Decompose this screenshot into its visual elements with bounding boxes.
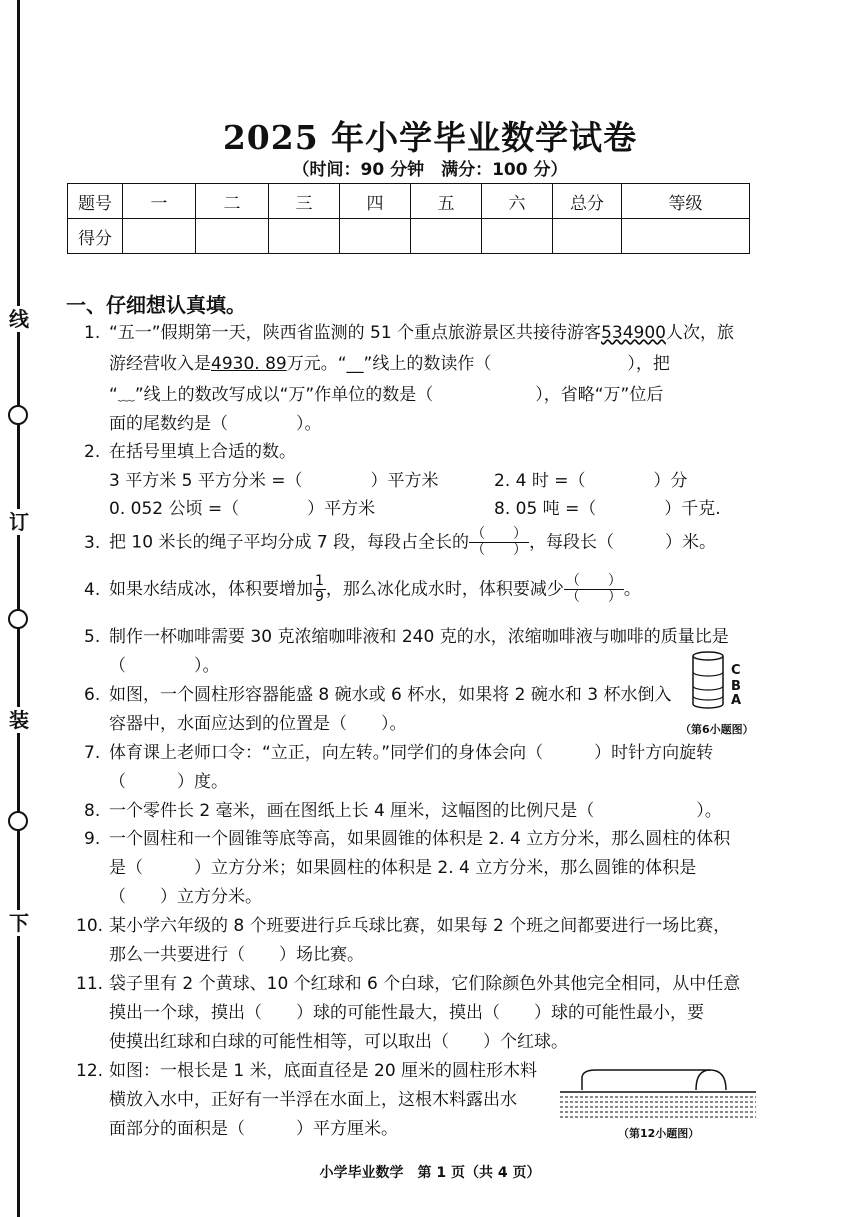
question-number: 4. <box>84 579 101 600</box>
fraction-numerator: （ ） <box>471 526 528 542</box>
question-number: 5. <box>84 627 101 647</box>
question-9-line-1 <box>84 824 730 849</box>
text: “ <box>109 385 118 405</box>
text: 如图：一根长是 1 米，底面直径是 20 厘米的圆柱形木料 <box>109 1061 538 1081</box>
text: 一个圆柱和一个圆锥等底等高，如果圆锥的体积是 2. 4 立方分米，那么圆柱的体积 <box>109 829 731 849</box>
level-label-b: B <box>731 679 741 694</box>
question-12-line-3: 面部分的面积是（ ）平方厘米。 <box>109 1119 398 1139</box>
text: 某小学六年级的 8 个班要进行乒乓球比赛，如果每 2 个班之间都要进行一场比赛， <box>109 916 731 936</box>
score-cell: 等级 <box>622 184 750 219</box>
score-cell: 三 <box>269 184 340 219</box>
text: 人次，旅 <box>665 323 734 343</box>
score-table <box>67 183 750 254</box>
question-4 <box>84 574 641 605</box>
text: 万元。“ <box>286 354 347 374</box>
underlined-number: 4930. 89 <box>211 354 287 374</box>
text: 制作一杯咖啡需要 30 克浓缩咖啡液和 240 克的水，浓缩咖啡液与咖啡的质量比是 <box>109 627 729 647</box>
fraction-blank <box>469 527 529 558</box>
question-1-line-4: 面的尾数约是（ ）。 <box>109 414 322 434</box>
fraction-denominator: 9 <box>315 589 324 605</box>
score-cell: 总分 <box>553 184 622 219</box>
score-input-row <box>68 219 750 254</box>
text: 袋子里有 2 个黄球、10 个红球和 6 个白球，它们除颜色外其他完全相同，从中任意 <box>109 974 741 994</box>
text: ”线上的数改写成以“万”作单位的数是（ ），省略“万”位后 <box>134 385 664 405</box>
binding-circle <box>8 405 28 425</box>
fraction-numerator: 1 <box>315 573 324 589</box>
question-number: 2. <box>84 442 101 462</box>
score-input[interactable] <box>196 219 269 254</box>
page-subtitle: （时间：90 分钟 满分：100 分） <box>292 160 568 180</box>
question-2-item-c: 0. 052 公顷 =（ ）平方米 <box>109 499 376 519</box>
question-number: 1. <box>84 323 101 343</box>
underline-symbol: __ <box>346 354 364 374</box>
question-11-line-1 <box>76 969 740 994</box>
page-title: 2025 年小学毕业数学试卷 <box>222 118 638 157</box>
question-5-line-1 <box>84 622 729 647</box>
score-cell: 五 <box>411 184 482 219</box>
level-label-c: C <box>731 663 741 678</box>
text: 游经营收入是 <box>109 354 211 374</box>
text: 一个零件长 2 毫米，画在图纸上长 4 厘米，这幅图的比例尺是（ ）。 <box>109 801 722 821</box>
question-7-line-2: （ ）度。 <box>109 772 228 792</box>
fraction <box>313 574 326 605</box>
question-number: 8. <box>84 801 101 821</box>
page-footer: 小学毕业数学 第 1 页（共 4 页） <box>319 1165 541 1181</box>
question-12-line-2: 横放入水中，正好有一半浮在水面上，这根木料露出水 <box>109 1090 517 1110</box>
binding-circle <box>8 811 28 831</box>
question-number: 10. <box>76 916 104 936</box>
question-9-line-3: （ ）立方分米。 <box>109 887 262 907</box>
question-11-line-3: 使摸出红球和白球的可能性相等，可以取出（ ）个红球。 <box>109 1032 568 1052</box>
question-5-line-2: （ ）。 <box>109 656 220 676</box>
text: ”线上的数读作（ ），把 <box>363 354 670 374</box>
question-2-item-a: 3 平方米 5 平方分米 =（ ）平方米 <box>109 471 439 491</box>
fraction-blank <box>564 574 624 605</box>
text: 在括号里填上合适的数。 <box>109 442 296 462</box>
score-cell: 二 <box>196 184 269 219</box>
section-title: 一、仔细想认真填。 <box>66 293 246 317</box>
question-11-line-2: 摸出一个球，摸出（ ）球的可能性最大，摸出（ ）球的可能性最小，要 <box>109 1003 704 1023</box>
level-label-a: A <box>731 693 742 708</box>
binding-circle <box>8 609 28 629</box>
question-number: 3. <box>84 532 101 553</box>
question-2-item-b: 2. 4 时 =（ ）分 <box>494 471 688 491</box>
text: 如图，一个圆柱形容器能盛 8 碗水或 6 杯水，如果将 2 碗水和 3 杯水倒入 <box>109 685 672 705</box>
score-cell: 题号 <box>68 184 123 219</box>
question-number: 7. <box>84 743 101 763</box>
text: 如果水结成冰，体积要增加 <box>109 579 313 600</box>
question-1-line-2 <box>109 349 670 374</box>
question-3 <box>84 527 716 558</box>
question-6-line-2: 容器中，水面应达到的位置是（ ）。 <box>109 714 407 734</box>
score-input[interactable] <box>269 219 340 254</box>
question-number: 6. <box>84 685 101 705</box>
fraction-denominator: （ ） <box>471 542 528 558</box>
score-input[interactable] <box>411 219 482 254</box>
question-10-line-1 <box>76 911 730 936</box>
text: ，每段长（ ）米。 <box>529 532 717 553</box>
binding-label-xian: 线 <box>6 306 32 332</box>
score-cell: 一 <box>123 184 196 219</box>
question-12-line-1 <box>76 1056 537 1081</box>
question-9-line-2: 是（ ）立方分米；如果圆柱的体积是 2. 4 立方分米，那么圆锥的体积是 <box>109 858 697 878</box>
text: ，那么冰化成水时，体积要减少 <box>325 579 564 600</box>
fraction-numerator: （ ） <box>565 573 622 589</box>
question-7-line-1 <box>84 738 713 763</box>
score-header-row <box>68 184 750 219</box>
text: 把 10 米长的绳子平均分成 7 段，每段占全长的 <box>109 532 470 553</box>
score-input[interactable] <box>482 219 553 254</box>
text: “五一”假期第一天，陕西省监测的 51 个重点旅游景区共接待游客 <box>109 323 602 343</box>
score-input[interactable] <box>123 219 196 254</box>
wavy-underlined-number: 534900 <box>601 323 666 343</box>
question-1-line-1 <box>84 318 734 343</box>
fraction-denominator: （ ） <box>565 589 622 605</box>
question-number: 11. <box>76 974 104 994</box>
floating-log-figure <box>560 1064 756 1126</box>
wavy-symbol: ﹏ <box>117 385 135 405</box>
binding-label-zhuang: 装 <box>6 707 32 733</box>
question-number: 12. <box>76 1061 104 1081</box>
score-input[interactable] <box>622 219 750 254</box>
question-2-line-1 <box>84 437 296 462</box>
question-10-line-2: 那么一共要进行（ ）场比赛。 <box>109 945 364 965</box>
text: 。 <box>623 579 641 600</box>
question-8 <box>84 796 722 821</box>
figure-6-caption: （第6小题图） <box>680 723 754 736</box>
score-input[interactable] <box>340 219 411 254</box>
score-cell: 四 <box>340 184 411 219</box>
question-2-item-d: 8. 05 吨 =（ ）千克. <box>494 499 721 519</box>
figure-12-caption: （第12小题图） <box>618 1127 700 1140</box>
score-cell: 六 <box>482 184 553 219</box>
question-1-line-3 <box>109 380 663 405</box>
question-6-line-1 <box>84 680 672 705</box>
text: 体育课上老师口令：“立正，向左转。”同学们的身体会向（ ）时针方向旋转 <box>109 743 714 763</box>
score-label: 得分 <box>68 219 123 254</box>
binding-label-xia: 下 <box>6 910 32 936</box>
score-input[interactable] <box>553 219 622 254</box>
question-number: 9. <box>84 829 101 849</box>
binding-label-ding: 订 <box>6 509 32 535</box>
